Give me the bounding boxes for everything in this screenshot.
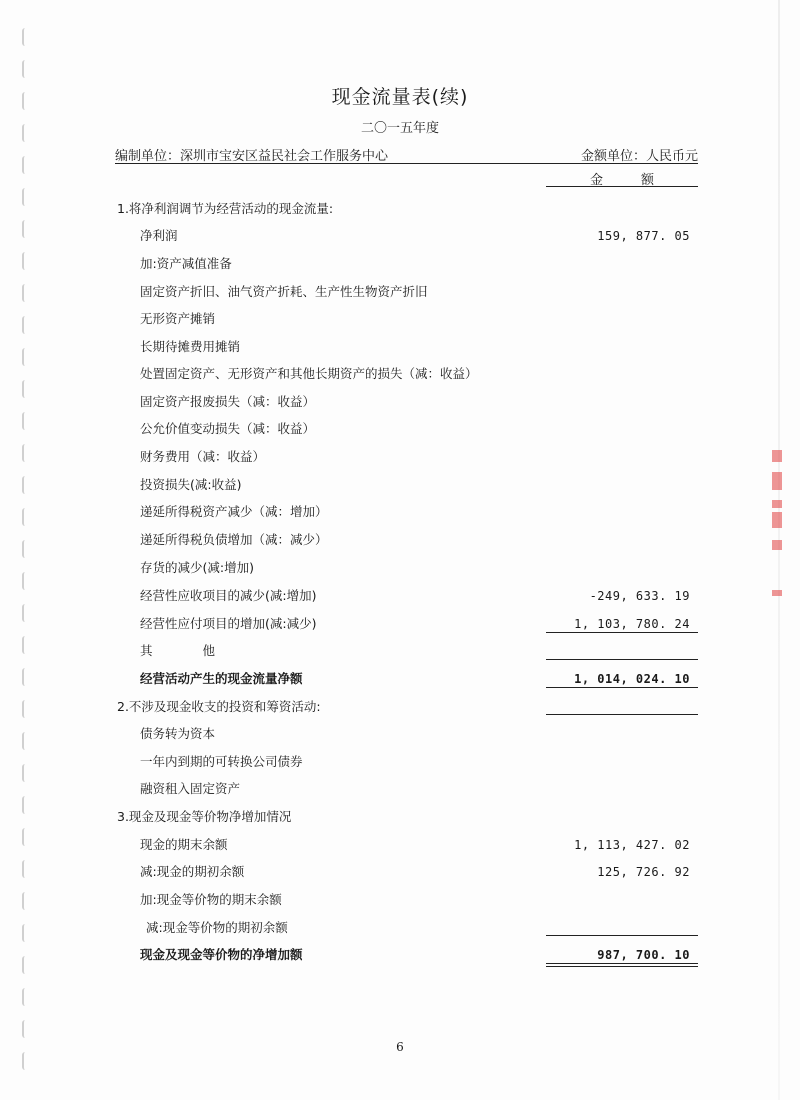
table-row: [0, 475, 800, 495]
row-label: 经营性应付项目的增加(减:减少): [140, 616, 317, 631]
column-header-rule: [546, 186, 698, 187]
row-label: 现金及现金等价物的净增加额: [140, 947, 303, 962]
row-label: 一年内到期的可转换公司债券: [140, 754, 303, 769]
row-label: 财务费用（减：收益）: [140, 449, 266, 464]
row-amount: -249, 633. 19: [589, 589, 690, 603]
row-label: 递延所得税资产减少（减：增加）: [140, 504, 328, 519]
page-number: 6: [396, 1040, 404, 1054]
binding-hole: [22, 1052, 30, 1070]
table-row: [0, 309, 800, 329]
page-title: 现金流量表(续): [331, 86, 469, 108]
row-label: 处置固定资产、无形资产和其他长期资产的损失（减：收益）: [140, 366, 478, 381]
table-row: [0, 835, 800, 855]
row-amount: 125, 726. 92: [597, 865, 690, 879]
table-row: [0, 890, 800, 910]
table-row: [0, 558, 800, 578]
table-row: [0, 254, 800, 274]
row-label: 存货的减少(减:增加): [140, 560, 254, 575]
total-rule: [546, 687, 698, 688]
row-label: 净利润: [140, 228, 178, 243]
table-row: [0, 364, 800, 384]
table-row: [0, 586, 800, 606]
table-row: [0, 419, 800, 439]
table-row: [0, 199, 800, 219]
row-label: 加:现金等价物的期末余额: [140, 892, 282, 907]
table-row: [0, 530, 800, 550]
row-label: 2.不涉及现金收支的投资和筹资活动:: [117, 699, 321, 714]
table-row: [0, 614, 800, 634]
binding-hole: [22, 1020, 30, 1038]
org-label: 编制单位：深圳市宝安区益民社会工作服务中心: [115, 149, 389, 164]
section-rule: [546, 714, 698, 715]
subtotal-rule: [546, 659, 698, 660]
row-label: 债务转为资本: [140, 726, 216, 741]
row-amount: 1, 103, 780. 24: [574, 617, 690, 631]
table-row: [0, 724, 800, 744]
table-row: [0, 669, 800, 689]
table-row: [0, 779, 800, 799]
table-row: [0, 945, 800, 965]
row-label: 现金的期末余额: [140, 837, 228, 852]
double-total-rule: [546, 966, 698, 967]
table-row: [0, 226, 800, 246]
row-label: 递延所得税负债增加（减：减少）: [140, 532, 328, 547]
binding-hole: [22, 988, 30, 1006]
report-year: 二〇一五年度: [360, 121, 439, 136]
row-label: 1.将净利润调节为经营活动的现金流量:: [117, 201, 334, 216]
row-label: 经营性应收项目的减少(减:增加): [140, 588, 317, 603]
binding-hole: [22, 60, 30, 78]
row-label: 公允价值变动损失（减：收益）: [140, 421, 316, 436]
table-row: [0, 502, 800, 522]
header-rule: [115, 163, 698, 164]
row-label: 减:现金等价物的期初余额: [146, 920, 288, 935]
table-row: [0, 752, 800, 772]
table-row: [0, 392, 800, 412]
row-amount: 987, 700. 10: [597, 948, 690, 962]
double-total-rule: [546, 963, 698, 964]
row-amount: 1, 014, 024. 10: [574, 672, 690, 686]
table-row: [0, 862, 800, 882]
subtotal-rule: [546, 632, 698, 633]
table-row: [0, 447, 800, 467]
binding-hole: [22, 156, 30, 174]
subtotal-rule: [546, 935, 698, 936]
row-label: 融资租入固定资产: [140, 781, 241, 796]
row-label: 长期待摊费用摊销: [140, 339, 241, 354]
currency-label: 金额单位：人民币元: [580, 149, 698, 164]
row-label: 加:资产减值准备: [140, 256, 232, 271]
row-amount: 159, 877. 05: [597, 229, 690, 243]
table-row: [0, 282, 800, 302]
binding-hole: [22, 28, 30, 46]
table-row: [0, 807, 800, 827]
table-row: [0, 337, 800, 357]
row-label: 固定资产报废损失（减：收益）: [140, 394, 316, 409]
row-label: 固定资产折旧、油气资产折耗、生产性生物资产折旧: [140, 284, 428, 299]
amount-column-header: 金额: [589, 173, 692, 188]
table-row: [0, 641, 800, 661]
row-label: 3.现金及现金等价物净增加情况: [117, 809, 292, 824]
row-label: 其 他: [140, 643, 216, 658]
row-label: 减:现金的期初余额: [140, 864, 245, 879]
row-label: 投资损失(减:收益): [140, 477, 242, 492]
row-label: 无形资产摊销: [140, 311, 216, 326]
row-label: 经营活动产生的现金流量净额: [140, 671, 303, 686]
row-amount: 1, 113, 427. 02: [574, 838, 690, 852]
